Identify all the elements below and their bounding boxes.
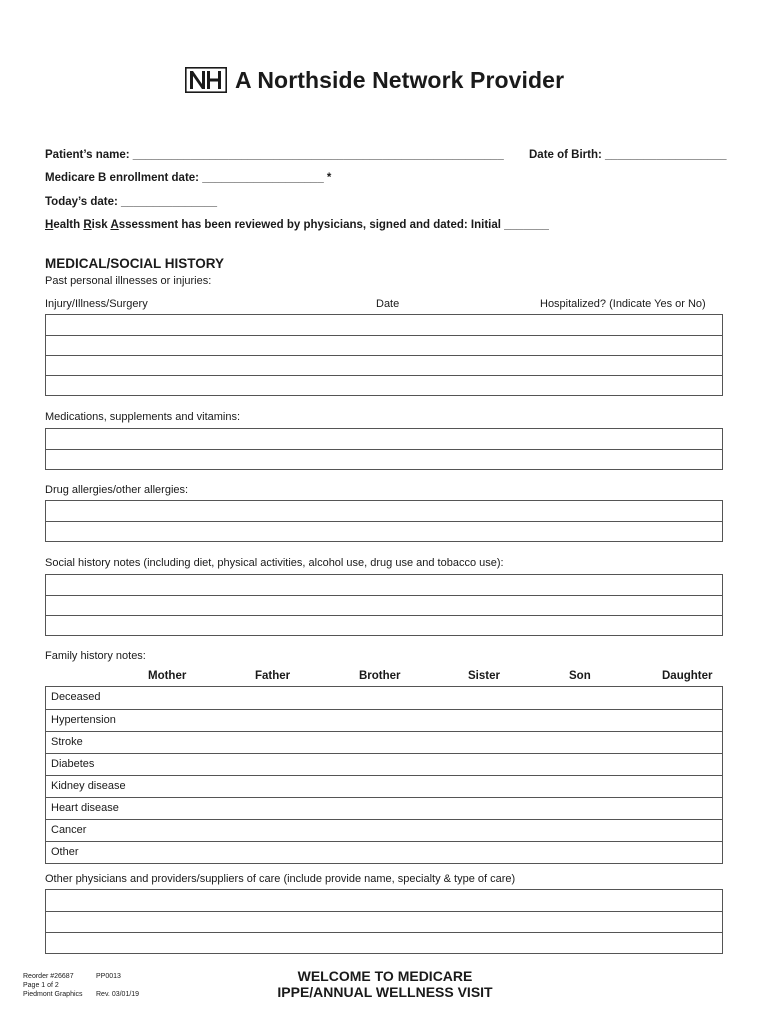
allergies-label: Drug allergies/other allergies: <box>45 484 189 496</box>
family-row-stroke[interactable]: Stroke <box>46 731 722 753</box>
table-row[interactable] <box>46 449 722 469</box>
family-row-heart-disease[interactable]: Heart disease <box>46 797 722 819</box>
hra-text-3: ssessment has been reviewed by physicians, signed and dated: Initial _______ <box>118 219 549 231</box>
footer-print-info <box>23 972 83 999</box>
past-illnesses-table <box>45 314 723 396</box>
family-row-kidney-disease[interactable]: Kidney disease <box>46 775 722 797</box>
social-history-table <box>45 574 723 636</box>
hra-text-2: isk <box>91 219 111 231</box>
table-row[interactable] <box>46 575 722 595</box>
todays-date-field[interactable]: Today’s date: _______________ <box>45 196 217 208</box>
table-row[interactable] <box>46 315 722 335</box>
allergies-table <box>45 500 723 542</box>
past-illnesses-label: Past personal illnesses or injuries: <box>45 275 212 287</box>
table-row[interactable] <box>46 335 722 355</box>
family-col-brother: Brother <box>359 670 401 682</box>
footer-form-info <box>96 972 139 999</box>
family-row-diabetes[interactable]: Diabetes <box>46 753 722 775</box>
footer-revision: Rev. 03/01/19 <box>96 991 140 998</box>
table-row[interactable] <box>46 890 722 911</box>
family-row-deceased[interactable]: Deceased <box>51 691 101 703</box>
patient-name-field[interactable]: Patient’s name: __________________________________________________________ <box>45 149 504 161</box>
medications-label: Medications, supplements and vitamins: <box>45 411 241 423</box>
table-row[interactable] <box>46 429 722 449</box>
table-row[interactable] <box>46 521 722 541</box>
family-row-cancer[interactable]: Cancer <box>46 819 722 841</box>
family-col-son: Son <box>569 670 591 682</box>
table-row[interactable] <box>46 375 722 395</box>
social-history-label: Social history notes (including diet, physical activities, alcohol use, drug use and tobacco use): <box>45 557 504 569</box>
table-row[interactable] <box>46 501 722 521</box>
footer-form-code: PP0013 <box>96 973 121 980</box>
footer-printer: Piedmont Graphics <box>23 991 83 998</box>
form-title-line-2: IPPE/ANNUAL WELLNESS VISIT <box>277 984 493 1000</box>
hra-letter-h: H <box>45 219 54 231</box>
family-history-label: Family history notes: <box>45 650 146 662</box>
medications-table <box>45 428 723 470</box>
date-of-birth-field[interactable]: Date of Birth: ___________________ <box>529 149 727 161</box>
other-providers-table <box>45 889 723 954</box>
hra-text-1: ealth <box>53 219 84 231</box>
section-title-medical-social: MEDICAL/SOCIAL HISTORY <box>45 256 225 271</box>
medicare-b-enrollment-field[interactable]: Medicare B enrollment date: ___________________ * <box>45 172 332 184</box>
hra-review-field[interactable] <box>45 219 549 231</box>
form-title-line-1: WELCOME TO MEDICARE <box>297 968 473 984</box>
family-row-hypertension[interactable]: Hypertension <box>46 709 722 731</box>
family-col-sister: Sister <box>468 670 500 682</box>
northside-logo-icon <box>185 67 227 93</box>
table-row[interactable] <box>46 355 722 375</box>
form-title <box>230 968 540 1000</box>
table-row[interactable] <box>46 615 722 635</box>
other-providers-label: Other physicians and providers/suppliers of care (include provide name, specialty & type of care) <box>45 873 516 885</box>
family-history-table <box>45 686 723 864</box>
col-header-hospitalized: Hospitalized? (Indicate Yes or No) <box>540 298 706 310</box>
col-header-date: Date <box>376 298 400 310</box>
family-col-mother: Mother <box>148 670 187 682</box>
table-row[interactable] <box>46 932 722 953</box>
table-row[interactable] <box>46 595 722 615</box>
page-header <box>185 64 564 96</box>
footer-reorder: Reorder #26687 <box>23 973 74 980</box>
family-col-daughter: Daughter <box>662 670 713 682</box>
hra-letter-r: R <box>83 219 92 231</box>
footer-page-number: Page 1 of 2 <box>23 982 59 989</box>
header-title: A Northside Network Provider <box>235 66 565 93</box>
col-header-injury: Injury/Illness/Surgery <box>45 298 148 310</box>
family-row-other[interactable]: Other <box>46 841 722 863</box>
family-col-father: Father <box>255 670 291 682</box>
table-row[interactable] <box>46 911 722 932</box>
hra-letter-a: A <box>110 219 119 231</box>
